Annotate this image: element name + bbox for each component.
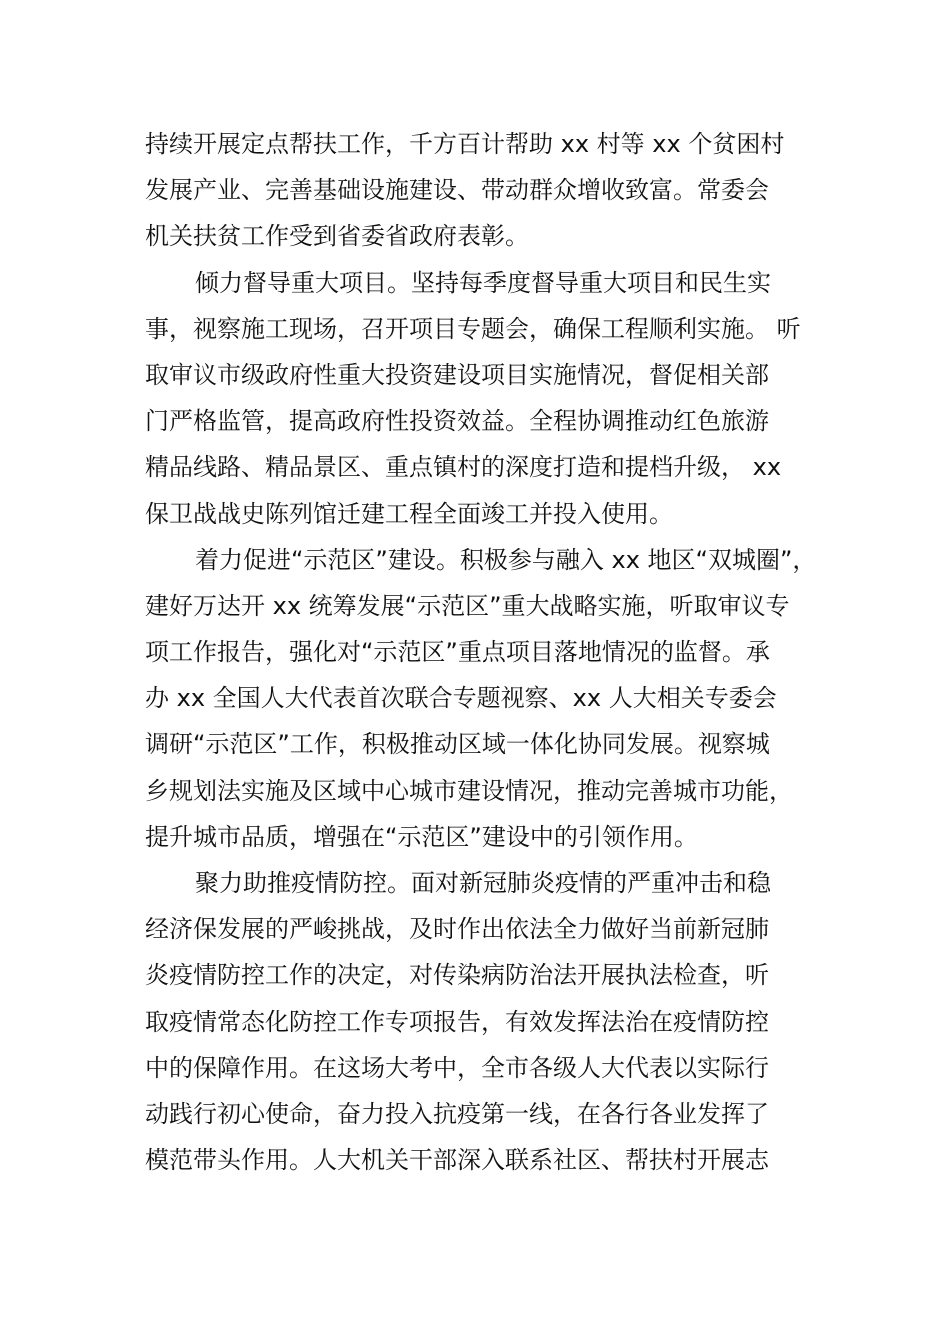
paragraph-heading-line: 聚力助推疫情防控。面对新冠肺炎疫情的严重冲击和稳 (195, 869, 771, 897)
text-line: 精品线路、精品景区、重点镇村的深度打造和提档升级， xx (145, 453, 782, 482)
text-line: 调研“示范区”工作，积极推动区域一体化协同发展。视察城 (145, 730, 770, 759)
text-line: 持续开展定点帮扶工作，千方百计帮助 xx 村等 xx 个贫困村 (145, 130, 785, 158)
text-line: 保卫战战史陈列馆迁建工程全面竣工并投入使用。 (145, 499, 673, 528)
text-line: 动践行初心使命，奋力投入抗疫第一线，在各行各业发挥了 (145, 1099, 769, 1128)
text-line: 模范带头作用。人大机关干部深入联系社区、帮扶村开展志 (145, 1146, 769, 1175)
text-line: 中的保障作用。在这场大考中，全市各级人大代表以实际行 (145, 1053, 769, 1082)
text-line: 取审议市级政府性重大投资建设项目实施情况，督促相关部 (145, 360, 769, 389)
paragraph-heading-line: 着力促进“示范区”建设。积极参与融入 xx 地区“双城圈”， (195, 545, 817, 574)
text-line: 门严格监管，提高政府性投资效益。全程协调推动红色旅游 (145, 407, 769, 436)
text-line: 乡规划法实施及区域中心城市建设情况，推动完善城市功能， (145, 776, 793, 805)
text-line: 事，视察施工现场，召开项目专题会，确保工程顺利实施。 听 (145, 314, 801, 343)
text-line: 建好万达开 xx 统筹发展“示范区”重大战略实施，听取审议专 (145, 591, 790, 620)
text-line: 办 xx 全国人大代表首次联合专题视察、xx 人大相关专委会 (145, 684, 777, 713)
text-line: 取疫情常态化防控工作专项报告，有效发挥法治在疫情防控 (145, 1007, 769, 1036)
text-line: 机关扶贫工作受到省委省政府表彰。 (145, 222, 529, 251)
text-line: 炎疫情防控工作的决定，对传染病防治法开展执法检查，听 (145, 961, 769, 990)
text-line: 经济保发展的严峻挑战，及时作出依法全力做好当前新冠肺 (145, 915, 769, 944)
text-line: 提升城市品质，增强在“示范区”建设中的引领作用。 (145, 822, 698, 851)
text-line: 项工作报告，强化对“示范区”重点项目落地情况的监督。承 (145, 638, 770, 667)
paragraph-heading-line: 倾力督导重大项目。坚持每季度督导重大项目和民生实 (195, 268, 771, 297)
body-text (145, 121, 835, 1183)
text-line: 发展产业、完善基础设施建设、带动群众增收致富。常委会 (145, 176, 769, 205)
